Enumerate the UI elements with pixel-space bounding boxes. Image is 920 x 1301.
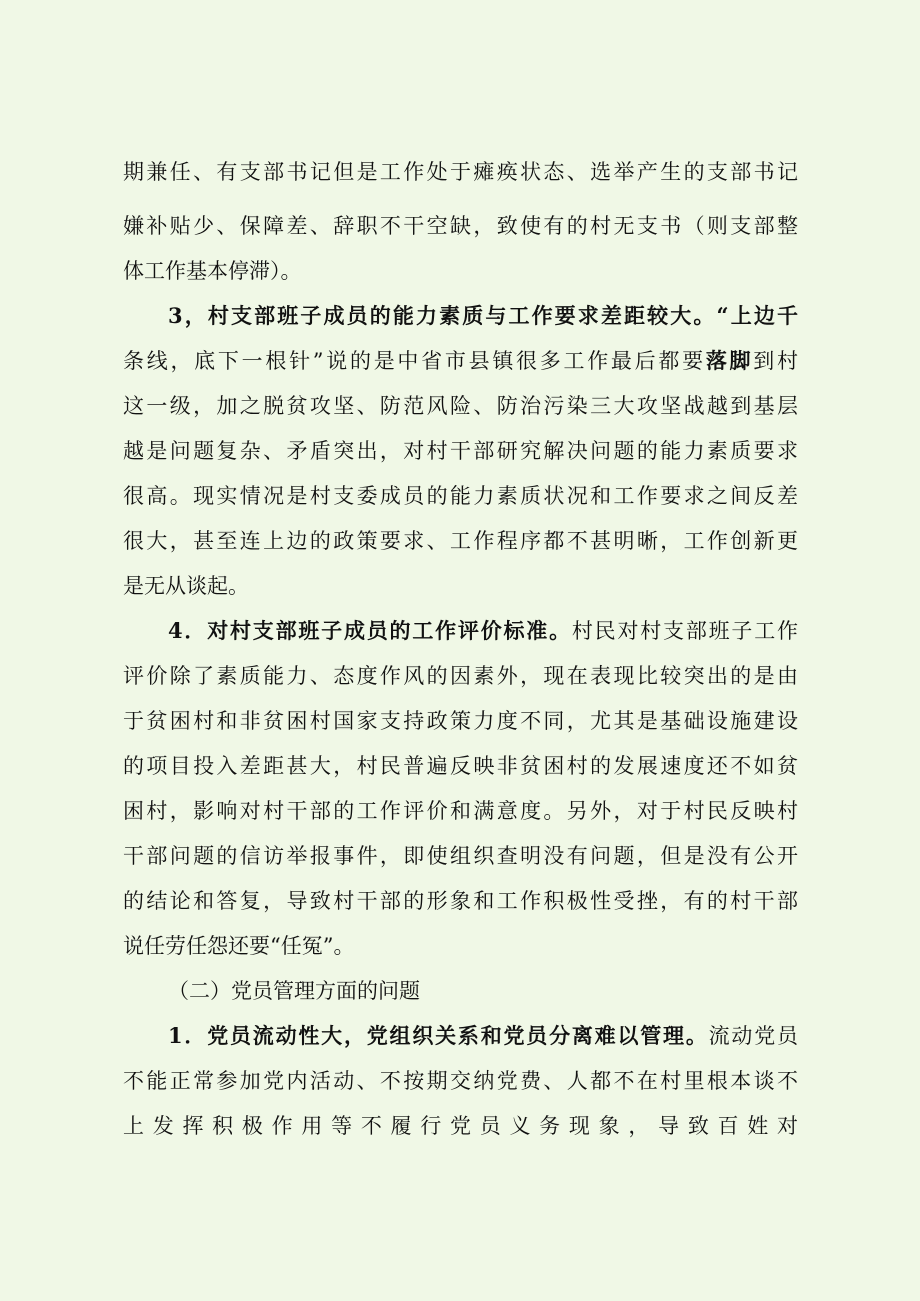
section-heading-1 (168, 1019, 798, 1053)
text-run: 条线，底下一根针”说的是中省市县镇很多工作最后都要 (123, 349, 706, 373)
text-line: 体工作基本停滞）。 (123, 259, 302, 283)
text-line: 上发挥积极作用等不履行党员义务现象，导致百姓对 (123, 1114, 798, 1138)
text-run: 村民对村支部班子工作 (571, 619, 798, 643)
text-run: 流动党员 (708, 1024, 798, 1048)
text-line: 的结论和答复，导致村干部的形象和工作积极性受挫，有的村干部 (123, 889, 798, 913)
bold-text-run: 落脚 (705, 348, 754, 373)
bold-text-run: 4．对村支部班子成员的工作评价标准。 (168, 618, 572, 643)
subsection-title: （二）党员管理方面的问题 (168, 979, 420, 1003)
text-line: 的项目投入差距甚大，村民普遍反映非贫困村的发展速度还不如贫 (123, 754, 798, 778)
text-line: 很高。现实情况是村支委成员的能力素质状况和工作要求之间反差 (123, 484, 798, 508)
text-run: 到村 (753, 349, 798, 373)
section-heading-4 (168, 614, 798, 648)
text-line: 越是问题复杂、矛盾突出，对村干部研究解决问题的能力素质要求 (123, 439, 798, 463)
text-line: 于贫困村和非贫困村国家支持政策力度不同，尤其是基础设施建设 (123, 709, 798, 733)
text-line: 是无从谈起。 (123, 574, 249, 598)
text-line: 评价除了素质能力、态度作风的因素外，现在表现比较突出的是由 (123, 664, 798, 688)
bold-text-run: 1．党员流动性大，党组织关系和党员分离难以管理。 (168, 1023, 709, 1048)
text-line: 干部问题的信访举报事件，即使组织查明没有问题，但是没有公开 (123, 844, 798, 868)
text-line: 期兼任、有支部书记但是工作处于瘫痪状态、选举产生的支部书记 (123, 160, 798, 184)
text-line (123, 344, 798, 378)
text-line: 困村，影响对村干部的工作评价和满意度。另外，对于村民反映村 (123, 799, 798, 823)
text-line: 说任劳任怨还要“任冤”。 (123, 934, 355, 958)
section-heading-3: 3，村支部班子成员的能力素质与工作要求差距较大。“上边千 (168, 303, 798, 328)
text-line: 不能正常参加党内活动、不按期交纳党费、人都不在村里根本谈不 (123, 1069, 798, 1093)
text-line: 这一级，加之脱贫攻坚、防范风险、防治污染三大攻坚战越到基层 (123, 394, 798, 418)
text-line: 很大，甚至连上边的政策要求、工作程序都不甚明晰，工作创新更 (123, 529, 798, 553)
text-line: 嫌补贴少、保障差、辞职不干空缺，致使有的村无支书（则支部整 (123, 214, 798, 238)
